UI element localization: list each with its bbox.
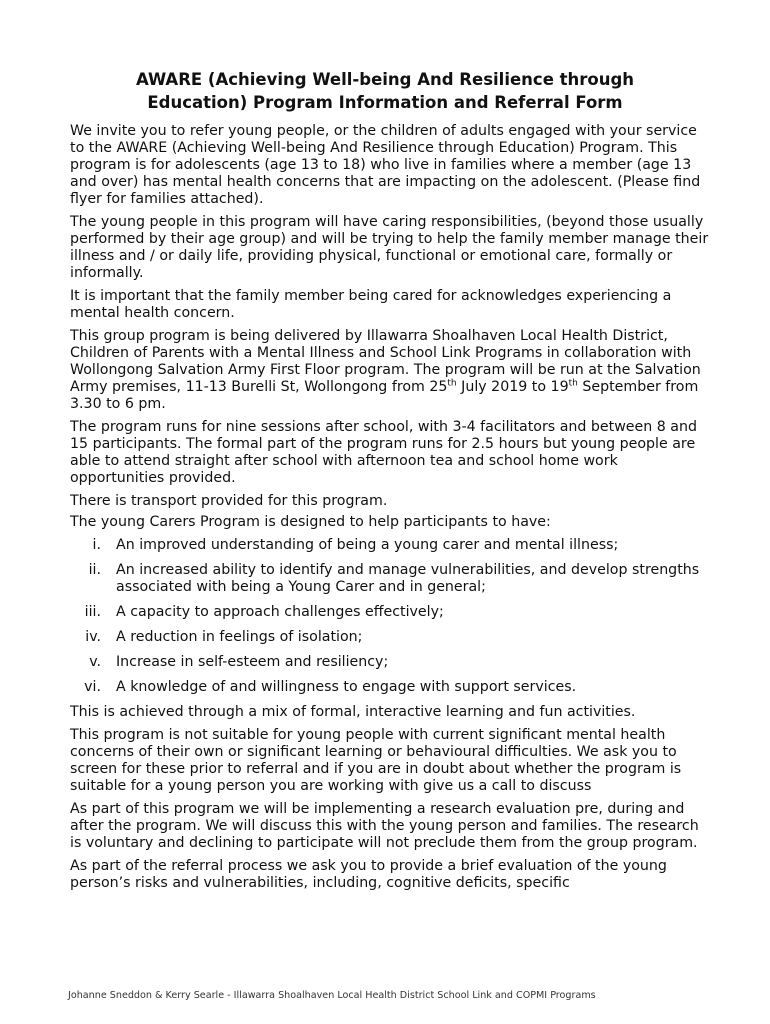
goals-list bbox=[70, 537, 710, 696]
list-number: v. bbox=[89, 654, 101, 670]
list-text: An improved understanding of being a young carer and mental illness; bbox=[116, 537, 619, 553]
paragraph-goals-intro: The young Carers Program is designed to help participants to have: bbox=[70, 514, 551, 530]
delivery-text-b: July 2019 to 19 bbox=[456, 379, 569, 395]
list-text: A capacity to approach challenges effectively; bbox=[116, 604, 444, 620]
list-number: iv. bbox=[85, 629, 101, 645]
list-item bbox=[70, 679, 710, 696]
list-text: An increased ability to identify and manage vulnerabilities, and develop strengths associated with being a Young Carer and in general; bbox=[116, 562, 700, 595]
list-text: A reduction in feelings of isolation; bbox=[116, 629, 363, 645]
delivery-text-a: This group program is being delivered by Illawarra Shoalhaven Local Health District, Children of Parents with a Mental Illness and School Link Programs in collaboration with Wollongong Salvation Army First Floor program. The program will be run at the Salvation Army premises, 11-13 Burelli St, Wollongong from 25 bbox=[70, 328, 701, 395]
list-number: ii. bbox=[88, 562, 101, 578]
list-item bbox=[70, 629, 710, 646]
paragraph-transport: There is transport provided for this program. bbox=[70, 493, 388, 509]
list-item bbox=[70, 654, 710, 671]
title-line-2: Education) Program Information and Referral Form bbox=[147, 93, 623, 112]
list-number: i. bbox=[92, 537, 101, 553]
page-title bbox=[60, 68, 710, 114]
page-footer: Johanne Sneddon & Kerry Searle - Illawarra Shoalhaven Local Health District School Link and COPMI Programs bbox=[68, 990, 596, 1001]
paragraph-invitation: We invite you to refer young people, or the children of adults engaged with your service to the AWARE (Achieving Well-being And Resilience through Education) Program. This program is for adolescents (age 13 to 18) who live in families where a member (age 13 and over) has mental health concerns that are impacting on the adolescent. (Please find flyer for families attached). bbox=[70, 123, 701, 207]
list-number: vi. bbox=[84, 679, 101, 695]
paragraph-approach: This is achieved through a mix of formal, interactive learning and fun activities. bbox=[70, 704, 636, 720]
paragraph-caring-responsibilities: The young people in this program will have caring responsibilities, (beyond those usually performed by their age group) and will be trying to help the family member manage their illness and / or daily life, providing physical, functional or emotional care, formally or informally. bbox=[70, 214, 709, 281]
title-line-1: AWARE (Achieving Well-being And Resilience through bbox=[135, 70, 635, 89]
paragraph-suitability: This program is not suitable for young people with current significant mental health concerns of their own or significant learning or behavioural difficulties. We ask you to screen for these prior to referral and if you are in doubt about whether the program is suitable for a young person you are working with give us a call to discuss bbox=[70, 727, 682, 794]
paragraph-referral-process: As part of the referral process we ask you to provide a brief evaluation of the young person’s risks and vulnerabilities, including, cognitive deficits, specific bbox=[70, 858, 667, 891]
delivery-text-c: September from 3.30 to 6 pm. bbox=[70, 379, 699, 412]
paragraph-acknowledgement: It is important that the family member being cared for acknowledges experiencing a mental health concern. bbox=[70, 288, 672, 321]
paragraph-research: As part of this program we will be implementing a research evaluation pre, during and after the program. We will discuss this with the young person and families. The research is voluntary and declining to participate will not preclude them from the group program. bbox=[70, 801, 699, 851]
list-item bbox=[70, 537, 710, 554]
paragraph-program-delivery bbox=[70, 328, 710, 413]
list-item bbox=[70, 562, 710, 596]
delivery-sup-a: th bbox=[447, 378, 457, 389]
document-body bbox=[70, 123, 710, 898]
list-text: A knowledge of and willingness to engage with support services. bbox=[116, 679, 577, 695]
list-number: iii. bbox=[84, 604, 101, 620]
delivery-sup-b: th bbox=[568, 378, 578, 389]
paragraph-sessions: The program runs for nine sessions after school, with 3-4 facilitators and between 8 and 15 participants. The formal part of the program runs for 2.5 hours but young people are able to attend straight after school with afternoon tea and school home work opportunities provided. bbox=[70, 419, 697, 486]
list-text: Increase in self-esteem and resiliency; bbox=[116, 654, 389, 670]
list-item bbox=[70, 604, 710, 621]
